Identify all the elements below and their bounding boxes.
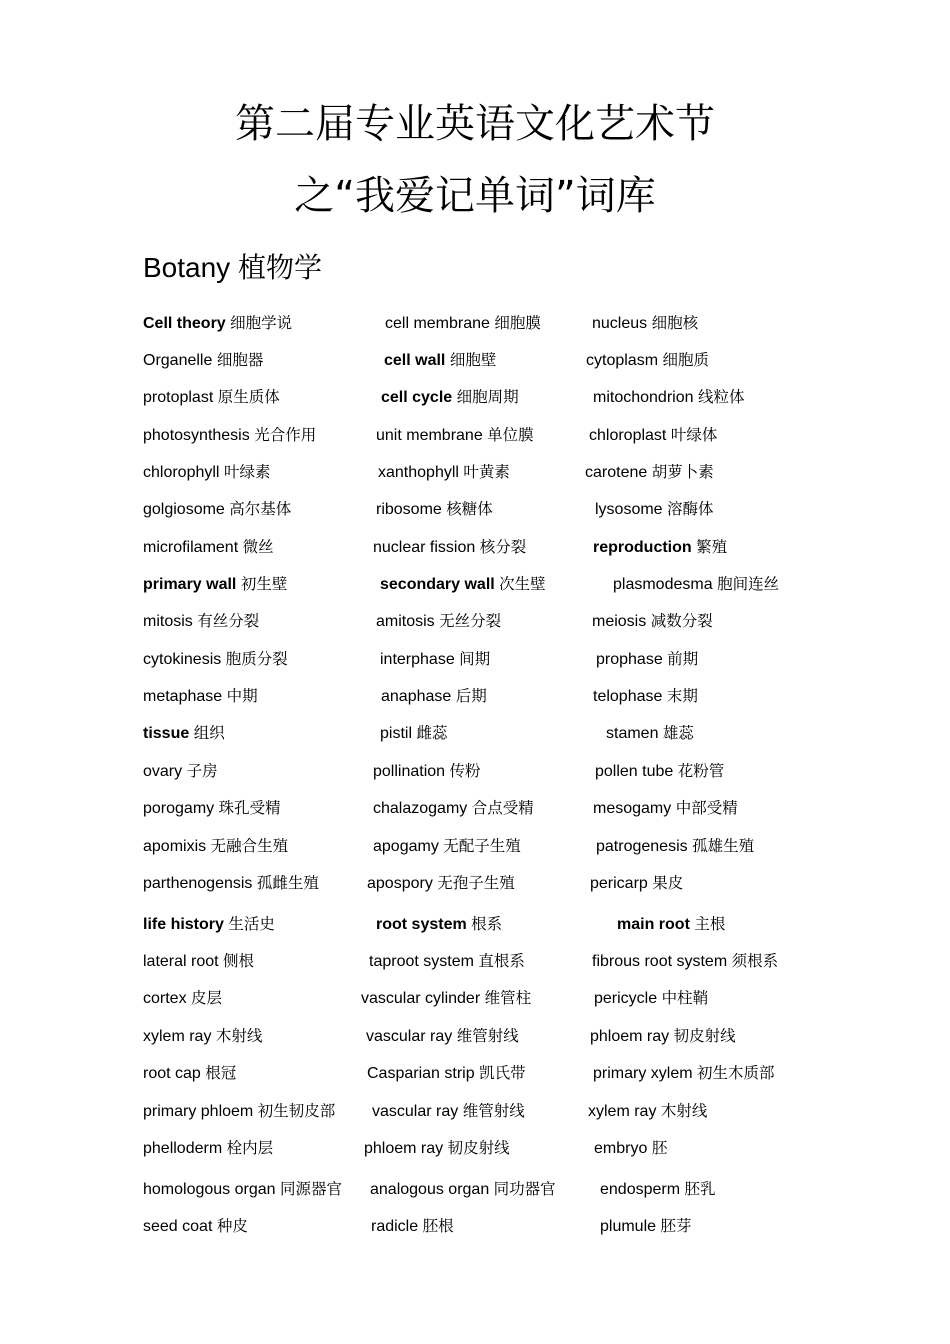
english-term: seed coat <box>143 1218 213 1235</box>
vocab-entry <box>143 1060 236 1087</box>
vocab-entry <box>596 833 754 860</box>
vocab-entry <box>606 720 694 747</box>
english-term: cell cycle <box>381 389 453 406</box>
chinese-term: 微丝 <box>242 538 274 556</box>
english-term: secondary wall <box>380 576 495 593</box>
chinese-term: 胚 <box>651 1139 668 1157</box>
english-term: Organelle <box>143 352 213 369</box>
english-term: phloem ray <box>590 1028 670 1045</box>
vocab-entry <box>143 422 316 449</box>
chinese-term: 珠孔受精 <box>218 799 281 817</box>
chinese-term: 减数分裂 <box>650 612 713 630</box>
vocab-entry <box>373 795 534 822</box>
vocab-entry <box>586 347 709 374</box>
chinese-term: 初生木质部 <box>697 1064 775 1082</box>
english-term: nucleus <box>592 315 648 332</box>
chinese-term: 原生质体 <box>217 388 280 406</box>
english-term: plasmodesma <box>613 576 713 593</box>
vocab-entry <box>600 1176 716 1203</box>
chinese-term: 叶绿体 <box>670 426 718 444</box>
english-term: plumule <box>600 1218 657 1235</box>
vocab-entry <box>143 534 274 561</box>
vocab-entry <box>143 1023 262 1050</box>
vocab-row <box>0 1060 950 1086</box>
vocab-entry <box>381 683 487 710</box>
chinese-term: 高尔基体 <box>229 500 292 518</box>
english-term: vascular ray <box>372 1103 459 1120</box>
vocab-entry <box>613 571 779 598</box>
chinese-term: 有丝分裂 <box>197 612 260 630</box>
english-term: fibrous root system <box>592 953 728 970</box>
vocab-row <box>0 347 950 373</box>
page-title-line-2: 之“我爱记单词”词库 <box>294 173 656 219</box>
vocab-entry <box>143 720 225 747</box>
vocab-entry <box>617 911 725 938</box>
vocab-entry <box>590 1023 736 1050</box>
english-term: telophase <box>593 688 663 705</box>
chinese-term: 雄蕊 <box>662 724 694 742</box>
chinese-term: 胞质分裂 <box>225 650 288 668</box>
english-term: photosynthesis <box>143 427 250 444</box>
chinese-term: 维管柱 <box>484 989 532 1007</box>
english-term: cell membrane <box>385 315 490 332</box>
english-term: pericarp <box>590 875 648 892</box>
english-term: chloroplast <box>589 427 667 444</box>
vocab-entry <box>378 459 510 486</box>
chinese-term: 细胞器 <box>216 351 264 369</box>
vocab-entry <box>372 1098 525 1125</box>
vocab-entry <box>588 1098 707 1125</box>
page-title-line-1: 第二届专业英语文化艺术节 <box>235 101 715 147</box>
vocab-row <box>0 496 950 522</box>
vocab-row <box>0 758 950 784</box>
chinese-term: 细胞周期 <box>456 388 519 406</box>
chinese-term: 无融合生殖 <box>210 837 289 855</box>
vocab-entry <box>361 985 531 1012</box>
english-term: pistil <box>380 725 413 742</box>
vocab-row <box>0 985 950 1011</box>
vocab-entry <box>143 646 288 673</box>
english-term: apogamy <box>373 838 439 855</box>
english-term: pollen tube <box>595 763 674 780</box>
chinese-term: 线粒体 <box>697 388 745 406</box>
vocab-entry <box>143 948 254 975</box>
english-term: lateral root <box>143 953 219 970</box>
chinese-term: 初生壁 <box>240 575 288 593</box>
english-term: unit membrane <box>376 427 483 444</box>
vocab-row <box>0 1176 950 1202</box>
vocab-entry <box>143 795 281 822</box>
chinese-term: 中柱鞘 <box>661 989 709 1007</box>
english-term: cytokinesis <box>143 651 222 668</box>
vocab-row <box>0 870 950 896</box>
vocab-entry <box>143 459 270 486</box>
chinese-term: 核糖体 <box>446 500 493 518</box>
chinese-term: 中部受精 <box>675 799 738 817</box>
english-term: life history <box>143 916 224 933</box>
vocab-entry <box>590 870 683 897</box>
chinese-term: 胡萝卜素 <box>651 463 714 481</box>
chinese-term: 溶酶体 <box>667 500 714 518</box>
vocab-entry <box>364 1135 510 1162</box>
chinese-term: 花粉管 <box>677 762 725 780</box>
vocab-entry <box>596 646 698 673</box>
chinese-term: 后期 <box>455 687 487 705</box>
chinese-term: 细胞学说 <box>230 314 293 332</box>
english-term: ribosome <box>376 501 442 518</box>
vocab-row <box>0 571 950 597</box>
vocab-entry <box>595 758 724 785</box>
chinese-term: 孤雄生殖 <box>692 837 755 855</box>
chinese-term: 须根系 <box>731 952 779 970</box>
english-term: phelloderm <box>143 1140 223 1157</box>
english-term: prophase <box>596 651 663 668</box>
vocab-entry <box>594 1135 667 1162</box>
chinese-term: 主根 <box>694 915 726 933</box>
vocab-row <box>0 683 950 709</box>
english-term: cytoplasm <box>586 352 659 369</box>
chinese-term: 胚乳 <box>684 1180 716 1198</box>
english-term: amitosis <box>376 613 435 630</box>
chinese-term: 果皮 <box>652 874 684 892</box>
vocab-entry <box>600 1213 692 1240</box>
vocab-row <box>0 608 950 634</box>
english-term: lysosome <box>595 501 663 518</box>
english-term: endosperm <box>600 1181 681 1198</box>
chinese-term: 直根系 <box>478 952 525 970</box>
chinese-term: 无孢子生殖 <box>437 874 515 892</box>
vocab-entry <box>143 758 218 785</box>
english-term: ovary <box>143 763 183 780</box>
english-term: root cap <box>143 1065 201 1082</box>
vocab-entry <box>380 646 490 673</box>
vocab-row <box>0 833 950 859</box>
english-term: Cell theory <box>143 315 226 332</box>
english-term: mitosis <box>143 613 193 630</box>
chinese-term: 韧皮射线 <box>673 1027 736 1045</box>
vocab-entry <box>143 1135 273 1162</box>
vocab-row <box>0 459 950 485</box>
chinese-term: 核分裂 <box>479 538 527 556</box>
chinese-term: 无配子生殖 <box>443 837 521 855</box>
english-term: primary phloem <box>143 1103 254 1120</box>
chinese-term: 同功器官 <box>493 1180 556 1198</box>
english-term: carotene <box>585 464 648 481</box>
chinese-term: 前期 <box>667 650 699 668</box>
vocab-entry <box>593 534 727 561</box>
vocab-entry <box>143 310 292 337</box>
vocab-entry <box>143 608 259 635</box>
vocab-entry <box>143 985 222 1012</box>
english-term: parthenogensis <box>143 875 253 892</box>
chinese-term: 胞间连丝 <box>717 575 780 593</box>
chinese-term: 子房 <box>186 762 218 780</box>
vocab-row <box>0 646 950 672</box>
chinese-term: 胚根 <box>422 1217 454 1235</box>
vocab-entry <box>593 795 738 822</box>
section-heading: Botany 植物学 <box>143 252 322 283</box>
chinese-term: 繁殖 <box>696 538 728 556</box>
chinese-term: 侧根 <box>223 952 255 970</box>
vocab-row <box>0 1023 950 1049</box>
vocab-entry <box>592 948 778 975</box>
chinese-term: 根系 <box>471 915 503 933</box>
english-term: patrogenesis <box>596 838 688 855</box>
vocab-entry <box>376 608 501 635</box>
english-term: radicle <box>371 1218 419 1235</box>
english-term: embryo <box>594 1140 648 1157</box>
vocab-entry <box>380 571 546 598</box>
vocab-entry <box>143 833 288 860</box>
vocab-entry <box>366 1023 519 1050</box>
english-term: Casparian strip <box>367 1065 475 1082</box>
vocab-entry <box>376 422 534 449</box>
chinese-term: 栓内层 <box>226 1139 274 1157</box>
vocab-row <box>0 422 950 448</box>
vocab-entry <box>370 1176 556 1203</box>
english-term: taproot system <box>369 953 474 970</box>
vocab-entry <box>589 422 717 449</box>
english-term: golgiosome <box>143 501 225 518</box>
english-term: analogous organ <box>370 1181 490 1198</box>
english-term: chalazogamy <box>373 800 468 817</box>
vocab-entry <box>373 534 526 561</box>
english-term: cortex <box>143 990 187 1007</box>
english-term: apospory <box>367 875 433 892</box>
vocab-entry <box>381 384 519 411</box>
vocab-entry <box>585 459 714 486</box>
chinese-term: 细胞质 <box>662 351 709 369</box>
english-term: xylem ray <box>588 1103 657 1120</box>
english-term: mitochondrion <box>593 389 694 406</box>
vocab-entry <box>143 1213 248 1240</box>
english-term: nuclear fission <box>373 539 476 556</box>
vocab-row <box>0 795 950 821</box>
chinese-term: 种皮 <box>216 1217 248 1235</box>
vocab-entry <box>593 1060 775 1087</box>
chinese-term: 木射线 <box>660 1102 708 1120</box>
chinese-term: 韧皮射线 <box>447 1139 510 1157</box>
vocab-entry <box>594 985 708 1012</box>
chinese-term: 初生韧皮部 <box>257 1102 336 1120</box>
vocab-entry <box>143 870 319 897</box>
chinese-term: 叶绿素 <box>223 463 271 481</box>
english-term: mesogamy <box>593 800 672 817</box>
chinese-term: 凯氏带 <box>479 1064 526 1082</box>
english-term: xanthophyll <box>378 464 459 481</box>
chinese-term: 木射线 <box>215 1027 263 1045</box>
vocab-entry <box>143 1098 335 1125</box>
chinese-term: 雌蕊 <box>416 724 448 742</box>
english-term: xylem ray <box>143 1028 212 1045</box>
vocab-entry <box>367 870 515 897</box>
chinese-term: 同源器官 <box>280 1180 343 1198</box>
english-term: chlorophyll <box>143 464 220 481</box>
chinese-term: 组织 <box>193 724 225 742</box>
vocab-entry <box>143 496 291 523</box>
vocab-entry <box>380 720 447 747</box>
vocab-row <box>0 384 950 410</box>
chinese-term: 次生壁 <box>499 575 546 593</box>
english-term: pollination <box>373 763 446 780</box>
chinese-term: 间期 <box>459 650 491 668</box>
vocab-entry <box>143 347 263 374</box>
vocab-row <box>0 534 950 560</box>
vocab-row <box>0 1098 950 1124</box>
english-term: anaphase <box>381 688 452 705</box>
vocab-entry <box>384 347 496 374</box>
english-term: root system <box>376 916 467 933</box>
chinese-term: 根冠 <box>205 1064 237 1082</box>
vocab-entry <box>143 571 287 598</box>
vocab-row <box>0 720 950 746</box>
vocab-row <box>0 310 950 336</box>
chinese-term: 合点受精 <box>471 799 534 817</box>
vocab-row <box>0 911 950 937</box>
english-term: phloem ray <box>364 1140 444 1157</box>
english-term: reproduction <box>593 539 692 556</box>
chinese-term: 中期 <box>226 687 258 705</box>
vocab-row <box>0 1135 950 1161</box>
vocab-entry <box>595 496 714 523</box>
english-term: protoplast <box>143 389 214 406</box>
vocab-entry <box>143 911 275 938</box>
english-term: pericycle <box>594 990 658 1007</box>
chinese-term: 无丝分裂 <box>439 612 502 630</box>
english-term: apomixis <box>143 838 207 855</box>
vocab-row <box>0 948 950 974</box>
vocab-entry <box>369 948 525 975</box>
english-term: main root <box>617 916 690 933</box>
english-term: tissue <box>143 725 190 742</box>
english-term: primary wall <box>143 576 237 593</box>
vocab-entry <box>593 384 744 411</box>
vocab-row <box>0 1213 950 1239</box>
chinese-term: 末期 <box>666 687 698 705</box>
chinese-term: 叶黄素 <box>463 463 510 481</box>
chinese-term: 孤雌生殖 <box>256 874 319 892</box>
vocab-entry <box>373 833 521 860</box>
english-term: meiosis <box>592 613 647 630</box>
vocab-entry <box>593 683 698 710</box>
vocab-entry <box>592 608 713 635</box>
vocab-entry <box>371 1213 454 1240</box>
english-term: interphase <box>380 651 455 668</box>
chinese-term: 单位膜 <box>487 426 534 444</box>
chinese-term: 维管射线 <box>462 1102 525 1120</box>
english-term: vascular ray <box>366 1028 453 1045</box>
chinese-term: 维管射线 <box>456 1027 519 1045</box>
chinese-term: 传粉 <box>449 762 481 780</box>
vocab-entry <box>367 1060 526 1087</box>
chinese-term: 胚芽 <box>660 1217 692 1235</box>
english-term: porogamy <box>143 800 215 817</box>
english-term: homologous organ <box>143 1181 276 1198</box>
english-term: metaphase <box>143 688 223 705</box>
vocab-entry <box>143 683 258 710</box>
chinese-term: 细胞核 <box>651 314 699 332</box>
english-term: vascular cylinder <box>361 990 481 1007</box>
english-term: primary xylem <box>593 1065 693 1082</box>
vocab-entry <box>385 310 541 337</box>
english-term: microfilament <box>143 539 239 556</box>
vocab-entry <box>143 384 280 411</box>
chinese-term: 皮层 <box>191 989 223 1007</box>
vocab-entry <box>592 310 698 337</box>
chinese-term: 光合作用 <box>254 426 317 444</box>
vocab-entry <box>373 758 481 785</box>
english-term: cell wall <box>384 352 446 369</box>
chinese-term: 细胞膜 <box>494 314 541 332</box>
vocab-entry <box>143 1176 342 1203</box>
english-term: stamen <box>606 725 659 742</box>
vocab-entry <box>376 496 493 523</box>
vocab-entry <box>376 911 502 938</box>
chinese-term: 生活史 <box>228 915 275 933</box>
chinese-term: 细胞壁 <box>449 351 497 369</box>
